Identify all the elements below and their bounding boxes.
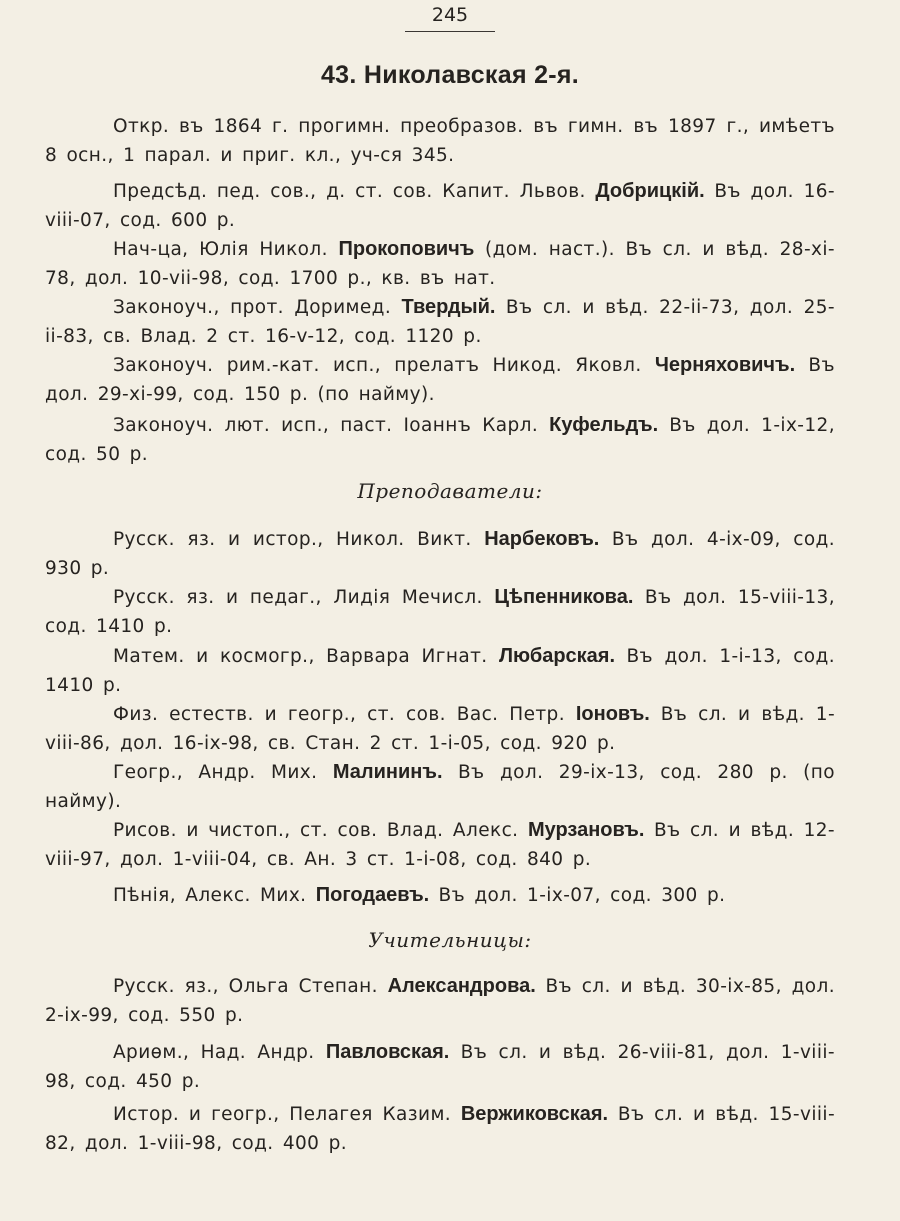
teacher-paragraph: Физ. естеств. и геогр., ст. сов. Вас. Петр. Іоновъ. Въ сл. и вѣд. 1-viii-86, дол. 16-ix-98, св. Стан. 2 ст. 1-i-05, сод. 920 р.: [45, 703, 836, 754]
founding-paragraph: Откр. въ 1864 г. прогимн. преобразов. въ гимн. въ 1897 г., имѣетъ 8 осн., 1 парал. и приг. кл., уч-ся 345.: [45, 116, 835, 166]
school-heading: 43. Николавская 2-я.: [320, 61, 580, 89]
person-name: Нарбековъ.: [484, 528, 600, 550]
teacher-paragraph: Русск. яз. и истор., Никол. Викт. Нарбековъ. Въ дол. 4-ix-09, сод. 930 р.: [45, 528, 836, 579]
page-number-rule: [405, 31, 495, 32]
lutheran-chaplain-paragraph: Законоуч. лют. исп., паст. Іоаннъ Карл. Куфельдъ. Въ дол. 1-ix-12, сод. 50 р.: [45, 414, 836, 465]
person-name: Вержиковская.: [460, 1103, 609, 1125]
person-name: Черняховичъ.: [654, 354, 796, 376]
person-name: Александрова.: [387, 975, 536, 997]
person-name: Іоновъ.: [575, 703, 650, 725]
person-name: Погодаевъ.: [315, 884, 430, 906]
chairman-paragraph: Предсѣд. пед. сов., д. ст. сов. Капит. Львов. Добрицкій. Въ дол. 16-viii-07, сод. 600 р.: [45, 180, 835, 231]
teacher-paragraph: Рисов. и чистоп., ст. сов. Влад. Алекс. Мурзановъ. Въ сл. и вѣд. 12-viii-97, дол. 1-viii-04, св. Ан. 3 ст. 1-i-08, сод. 840 р.: [45, 819, 836, 870]
person-name: Цѣпенникова.: [494, 586, 634, 608]
page-number: 245: [431, 4, 469, 26]
instructors-section-title: Учительницы:: [368, 928, 532, 952]
person-name: Добрицкій.: [595, 180, 705, 202]
chaplain-paragraph: Законоуч., прот. Доримед. Твердый. Въ сл. и вѣд. 22-ii-73, дол. 25-ii-83, св. Влад. 2 ст. 16-v-12, сод. 1120 р.: [45, 296, 836, 347]
instructor-paragraph: Ариѳм., Над. Андр. Павловская. Въ сл. и вѣд. 26-viii-81, дол. 1-viii-98, сод. 450 р.: [45, 1041, 835, 1092]
person-name: Прокоповичъ: [338, 238, 475, 260]
teacher-paragraph: Геогр., Андр. Мих. Малининъ. Въ дол. 29-ix-13, сод. 280 р. (по найму).: [45, 761, 836, 812]
person-name: Павловская.: [325, 1041, 450, 1063]
head-paragraph: Нач-ца, Юлія Никол. Прокоповичъ (дом. наст.). Въ сл. и вѣд. 28-xi-78, дол. 10-vii-98, сод. 1700 р., кв. въ нат.: [45, 238, 835, 289]
person-name: Малининъ.: [332, 761, 443, 783]
teacher-paragraph: Русск. яз. и педаг., Лидія Мечисл. Цѣпенникова. Въ дол. 15-viii-13, сод. 1410 р.: [45, 586, 836, 637]
catholic-chaplain-paragraph: Законоуч. рим.-кат. исп., прелатъ Никод. Яковл. Черняховичъ. Въ дол. 29-xi-99, сод. 150 р. (по найму).: [45, 354, 835, 405]
teacher-paragraph: Матем. и космогр., Варвара Игнат. Любарская. Въ дол. 1-i-13, сод. 1410 р.: [45, 645, 835, 696]
person-name: Куфельдъ.: [549, 414, 659, 436]
teacher-paragraph: Пѣнія, Алекс. Мих. Погодаевъ. Въ дол. 1-ix-07, сод. 300 р.: [113, 884, 726, 906]
person-name: Мурзановъ.: [527, 819, 645, 841]
person-name: Твердый.: [401, 296, 496, 318]
instructor-paragraph: Русск. яз., Ольга Степан. Александрова. Въ сл. и вѣд. 30-ix-85, дол. 2-ix-99, сод. 550 р.: [45, 975, 835, 1026]
person-name: Любарская.: [499, 645, 616, 667]
instructor-paragraph: Истор. и геогр., Пелагея Казим. Вержиковская. Въ сл. и вѣд. 15-viii-82, дол. 1-viii-98, сод. 400 р.: [45, 1103, 836, 1154]
teachers-section-title: Преподаватели:: [357, 479, 543, 503]
